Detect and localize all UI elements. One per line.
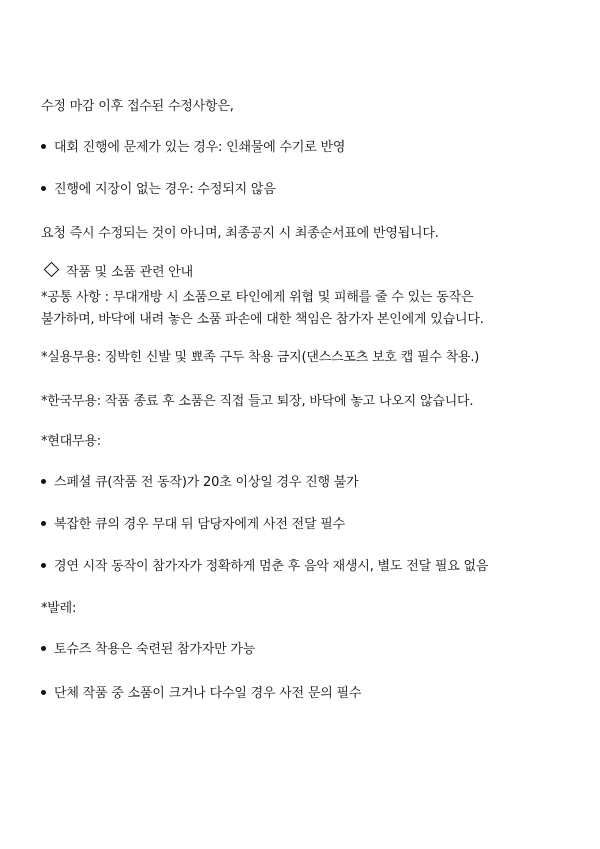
practical-dance-rule: *실용무용: 징박힌 신발 및 뾰족 구두 착용 금지(댄스스포츠 보호 캡 필수 착용.)	[41, 350, 480, 365]
intro-text: 수정 마감 이후 접수된 수정사항은,	[41, 99, 234, 114]
ballet-heading: *발레:	[41, 601, 77, 616]
common-rule-line-2: 불가하며, 바닥에 내려 놓은 소품 파손에 대한 책임은 참가자 본인에게 있습니다.	[41, 312, 484, 327]
list-item-text: 토슈즈 착용은 숙련된 참가자만 가능	[54, 642, 256, 657]
diamond-icon	[44, 262, 60, 278]
bullet-icon	[41, 521, 46, 526]
list-item	[41, 181, 560, 198]
bullet-icon	[41, 690, 46, 695]
notice-text: 요청 즉시 수정되는 것이 아니며, 최종공지 시 최종순서표에 반영됩니다.	[41, 226, 439, 241]
section-heading	[41, 264, 560, 281]
bullet-icon	[41, 563, 46, 568]
list-item	[41, 516, 560, 533]
bullet-icon	[41, 186, 46, 191]
bullet-icon	[41, 646, 46, 651]
bullet-icon	[41, 479, 46, 484]
list-item-text: 대회 진행에 문제가 있는 경우: 인쇄물에 수기로 반영	[54, 140, 346, 155]
list-item	[41, 139, 560, 156]
list-item	[41, 558, 560, 575]
list-item	[41, 641, 560, 658]
list-item-text: 복잡한 큐의 경우 무대 뒤 담당자에게 사전 전달 필수	[54, 517, 345, 532]
common-rule-line-1: *공통 사항 : 무대개방 시 소품으로 타인에게 위협 및 피해를 줄 수 있는 동작은	[41, 290, 474, 305]
list-item-text: 단체 작품 중 소품이 크거나 다수일 경우 사전 문의 필수	[54, 686, 362, 701]
list-item	[41, 474, 560, 491]
bullet-icon	[41, 144, 46, 149]
list-item-text: 진행에 지장이 없는 경우: 수정되지 않음	[54, 182, 276, 197]
list-item-text: 경연 시작 동작이 참가자가 정확하게 멈춘 후 음악 재생시, 별도 전달 필요 없음	[54, 559, 489, 574]
list-item	[41, 685, 560, 702]
modern-dance-heading: *현대무용:	[41, 434, 101, 449]
korean-dance-rule: *한국무용: 작품 종료 후 소품은 직접 들고 퇴장, 바닥에 놓고 나오지 않습니다.	[41, 394, 474, 409]
section-heading-text: 작품 및 소품 관련 안내	[66, 265, 193, 280]
list-item-text: 스페셜 큐(작품 전 동작)가 20초 이상일 경우 진행 불가	[54, 475, 359, 490]
